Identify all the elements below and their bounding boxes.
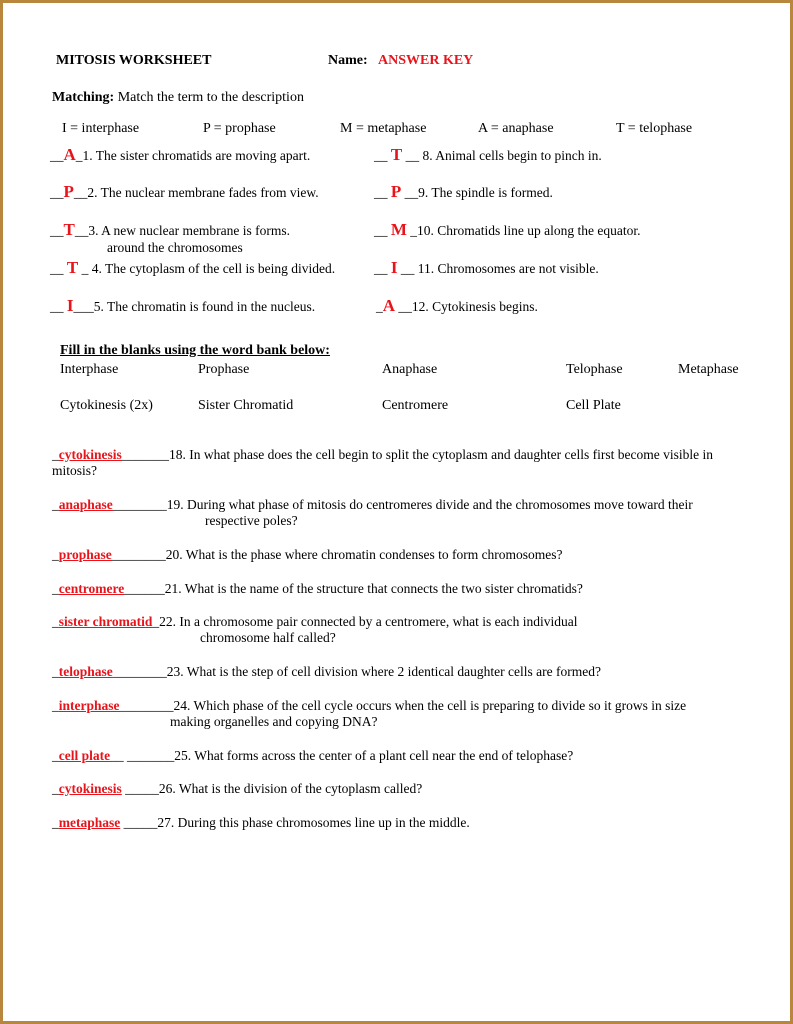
answer-word: telophase	[58, 664, 113, 679]
worksheet-title: MITOSIS WORKSHEET	[56, 53, 212, 68]
legend-telophase: T = telophase	[616, 121, 693, 136]
legend-interphase: I = interphase	[62, 121, 140, 136]
match-item-3-continuation: around the chromosomes	[107, 240, 243, 255]
question-23: _telophase________23. What is the step of cell division where 2 identical daughter cells are formed?	[52, 664, 601, 679]
word-bank-telophase: Telophase	[566, 362, 623, 377]
answer-word: sister chromatid	[58, 614, 153, 629]
match-item-12: _A __12. Cytokinesis begins.	[376, 296, 538, 315]
word-bank-cell-plate: Cell Plate	[566, 398, 621, 413]
match-item-2: __P__2. The nuclear membrane fades from view.	[50, 182, 319, 201]
match-item-4: __ T _ 4. The cytoplasm of the cell is being divided.	[50, 258, 336, 277]
match-item-11: __ I __ 11. Chromosomes are not visible.	[374, 258, 599, 277]
question-19-continuation: respective poles?	[205, 513, 298, 528]
answer-word: metaphase	[58, 815, 121, 830]
match-item-10: __ M _10. Chromatids line up along the equator.	[374, 220, 641, 239]
match-item-8: __ T __ 8. Animal cells begin to pinch in.	[374, 145, 602, 164]
matching-instruction: Match the term to the description	[117, 90, 304, 105]
answer-word: cytokinesis	[58, 447, 122, 462]
answer-letter: T	[63, 220, 75, 239]
legend-anaphase: A = anaphase	[478, 121, 554, 136]
question-24: _interphase________24. Which phase of the cell cycle occurs when the cell is preparing to divide so it grows in size	[52, 698, 687, 713]
answer-letter: P	[63, 182, 74, 201]
answer-letter: T	[390, 145, 403, 164]
question-20: _prophase________20. What is the phase where chromatin condenses to form chromosomes?	[52, 547, 563, 562]
answer-word: anaphase	[58, 497, 113, 512]
question-21: _centromere______21. What is the name of the structure that connects the two sister chromatids?	[52, 581, 583, 596]
fill-heading: Fill in the blanks using the word bank below:	[60, 343, 330, 358]
word-bank-interphase: Interphase	[60, 362, 119, 377]
answer-word: cell plate	[58, 748, 111, 763]
question-24-continuation: making organelles and copying DNA?	[170, 714, 378, 729]
matching-instruction-line	[52, 90, 304, 106]
match-item-3: __T__3. A new nuclear membrane is forms.	[50, 220, 291, 239]
question-26: _cytokinesis _____26. What is the division of the cytoplasm called?	[52, 781, 423, 796]
word-bank-prophase: Prophase	[198, 362, 250, 377]
question-19: _anaphase________19. During what phase of mitosis do centromeres divide and the chromosomes move toward their	[52, 497, 693, 512]
question-22: _sister chromatid_22. In a chromosome pair connected by a centromere, what is each individual	[52, 614, 578, 629]
question-25: _cell plate__ _______25. What forms across the center of a plant cell near the end of telophase?	[52, 748, 574, 763]
legend-metaphase: M = metaphase	[340, 121, 427, 136]
question-27: _metaphase _____27. During this phase chromosomes line up in the middle.	[52, 815, 470, 830]
question-18: _cytokinesis_______18. In what phase does the cell begin to split the cytoplasm and daughter cells first become visible in	[52, 447, 714, 462]
answer-letter: A	[382, 296, 396, 315]
word-bank-centromere: Centromere	[382, 398, 449, 413]
name-label: Name:	[328, 53, 368, 68]
word-bank-metaphase: Metaphase	[678, 362, 739, 377]
answer-letter: M	[390, 220, 407, 239]
answer-word: centromere	[58, 581, 125, 596]
answer-word: prophase	[58, 547, 112, 562]
name-value: ANSWER KEY	[378, 53, 474, 68]
answer-letter: T	[66, 258, 79, 277]
word-bank-cytokinesis: Cytokinesis (2x)	[60, 398, 153, 413]
question-18-continuation: mitosis?	[52, 463, 98, 478]
matching-label: Matching:	[52, 90, 115, 105]
word-bank-sister-chromatid: Sister Chromatid	[198, 398, 294, 413]
answer-letter: A	[63, 145, 76, 164]
question-22-continuation: chromosome half called?	[200, 630, 336, 645]
match-item-9: __ P __9. The spindle is formed.	[374, 182, 553, 201]
word-bank-anaphase: Anaphase	[382, 362, 438, 377]
answer-letter: P	[390, 182, 402, 201]
answer-letter: I	[390, 258, 398, 277]
answer-word: interphase	[58, 698, 120, 713]
match-item-1: __A_1. The sister chromatids are moving apart.	[50, 145, 311, 164]
answer-letter: I	[66, 296, 74, 315]
match-item-5: __ I___5. The chromatin is found in the nucleus.	[50, 296, 316, 315]
legend-prophase: P = prophase	[203, 121, 276, 136]
answer-word: cytokinesis	[58, 781, 122, 796]
